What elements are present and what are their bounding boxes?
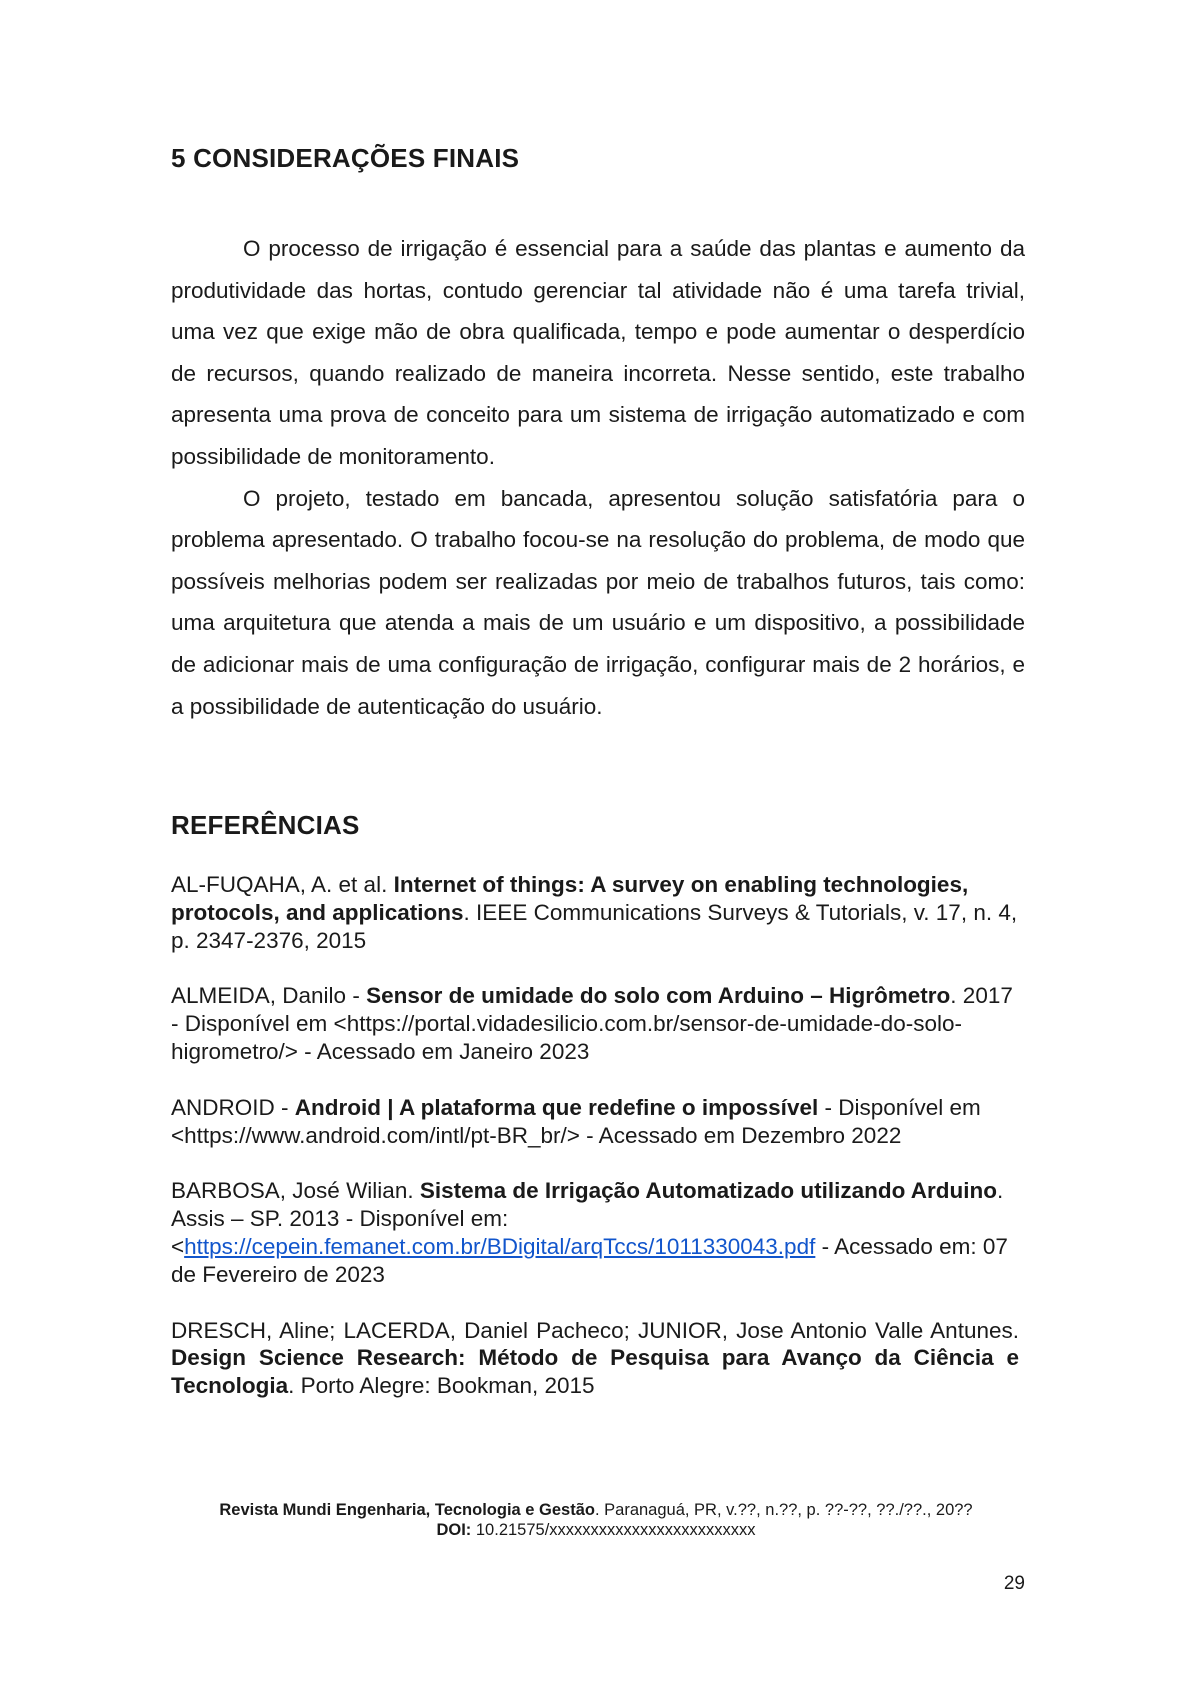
paragraph: O projeto, testado em bancada, apresentou solução satisfatória para o problema apresentado. O trabalho focou-se na resolução do problema, de modo que possíveis melhorias podem ser realizadas por meio de trabalhos futuros, tais como: uma arquitetura que atenda a mais de um usuário e um dispositivo, a possibilidade de adicionar mais de uma configuração de irrigação, configurar mais de 2 horários, e a possibilidade de autenticação do usuário. xyxy=(171,485,1025,719)
reference-details: . Porto Alegre: Bookman, 2015 xyxy=(288,1373,595,1399)
doi-value: 10.21575/xxxxxxxxxxxxxxxxxxxxxxxxx xyxy=(471,1521,756,1539)
reference-details: . 2017 - Disponível em <https://portal.vidadesilicio.com.br/sensor-de-umidade-do-solo-higrometro/> - Acessado em Janeiro 2023 xyxy=(171,983,1013,1064)
reference-item xyxy=(171,1177,1019,1288)
page-footer xyxy=(150,1500,1042,1540)
reference-details: - Disponível em <https://www.android.com/intl/pt-BR_br/> - Acessado em Dezembro 2022 xyxy=(171,1094,981,1148)
references-list xyxy=(171,871,1019,1428)
page-number: 29 xyxy=(1003,1573,1025,1594)
reference-item xyxy=(171,982,1019,1065)
section-title: 5 CONSIDERAÇÕES FINAIS xyxy=(171,143,520,173)
reference-item xyxy=(171,871,1019,954)
reference-authors: DRESCH, Aline; LACERDA, Daniel Pacheco; JUNIOR, Jose Antonio Valle Antunes. xyxy=(171,1317,1019,1343)
references-title: REFERÊNCIAS xyxy=(171,810,360,840)
reference-title: Sistema de Irrigação Automatizado utilizando Arduino xyxy=(419,1178,997,1204)
reference-details: . Assis – SP. 2013 - Disponível em: < xyxy=(171,1178,1004,1259)
doi-label: DOI: xyxy=(436,1521,472,1539)
reference-authors: AL-FUQAHA, A. et al. xyxy=(171,872,394,897)
reference-item xyxy=(171,1094,1019,1150)
reference-authors: BARBOSA, José Wilian. xyxy=(171,1178,420,1204)
paragraph: O processo de irrigação é essencial para a saúde das plantas e aumento da produtividade das hortas, contudo gerenciar tal atividade não é uma tarefa trivial, uma vez que exige mão de obra qualificada, tempo e pode aumentar o desperdício de recursos, quando realizado de maneira incorreta. Nesse sentido, este trabalho apresenta uma prova de conceito para um sistema de irrigação automatizado e com possibilidade de monitoramento. xyxy=(171,236,1025,469)
reference-title: Internet of things: A survey on enabling technologies, protocols, and applications xyxy=(171,872,969,925)
reference-title: Design Science Research: Método de Pesquisa para Avanço da Ciência e Tecnologia xyxy=(171,1345,1019,1399)
doi-line xyxy=(150,1520,1042,1540)
reference-authors: ALMEIDA, Danilo - xyxy=(171,983,367,1009)
reference-authors: ANDROID - xyxy=(171,1094,295,1120)
journal-details: . Paranaguá, PR, v.??, n.??, p. ??-??, ??./??., 20?? xyxy=(594,1501,973,1519)
reference-title: Android | A plataforma que redefine o impossível xyxy=(294,1094,819,1120)
conclusion-text xyxy=(171,228,1025,727)
reference-details: . IEEE Communications Surveys & Tutorials, v. 17, n. 4, p. 2347-2376, 2015 xyxy=(171,899,1018,953)
reference-item xyxy=(171,1317,1019,1400)
journal-name: Revista Mundi Engenharia, Tecnologia e Gestão xyxy=(219,1501,595,1519)
journal-line xyxy=(150,1500,1042,1520)
reference-details: - Acessado em: 07 de Fevereiro de 2023 xyxy=(171,1233,1008,1287)
reference-title: Sensor de umidade do solo com Arduino – Higrômetro xyxy=(366,983,951,1009)
reference-link[interactable]: https://cepein.femanet.com.br/BDigital/arqTccs/1011330043.pdf xyxy=(184,1233,816,1259)
